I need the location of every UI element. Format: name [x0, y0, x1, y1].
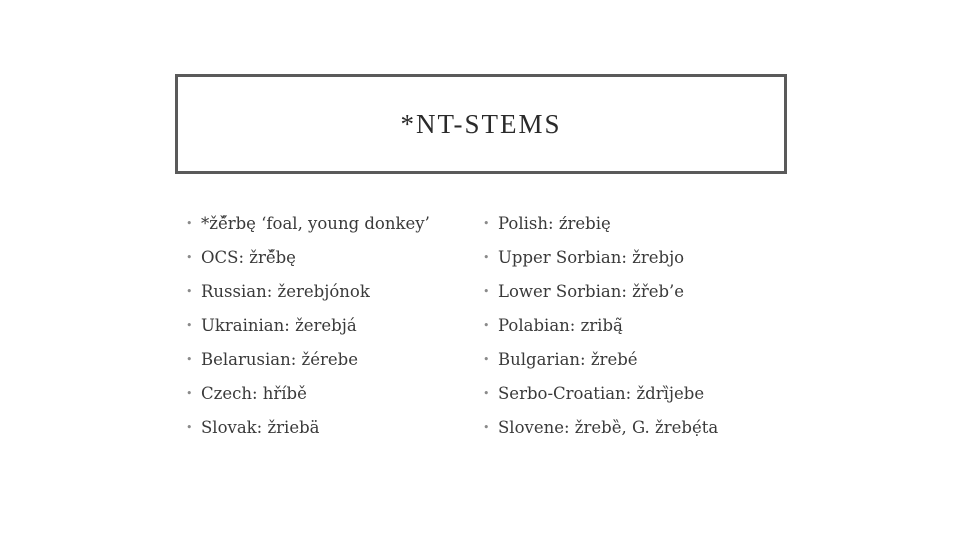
bullet-icon: •: [483, 217, 490, 230]
list-item: [483, 241, 803, 275]
bullet-icon: •: [186, 217, 193, 230]
bullet-icon: •: [186, 387, 193, 400]
item-text: Belarusian: žérebe: [201, 350, 358, 369]
bullet-icon: •: [186, 353, 193, 366]
left-bullet-list: [186, 207, 466, 445]
list-item: [483, 309, 803, 343]
list-item: [186, 241, 466, 275]
item-text: Upper Sorbian: žrebjo: [498, 248, 685, 267]
list-item: [186, 207, 466, 241]
list-item: [186, 275, 466, 309]
right-bullet-list: [483, 207, 803, 445]
slide-title: *NT-STEMS: [400, 108, 562, 139]
item-text: OCS: žrě̋bę: [201, 248, 296, 267]
bullet-icon: •: [186, 285, 193, 298]
list-item: [186, 309, 466, 343]
item-text: Polish: źrebię: [498, 214, 611, 233]
list-item: [186, 377, 466, 411]
list-item: [483, 207, 803, 241]
title-box: [175, 74, 787, 174]
bullet-icon: •: [483, 387, 490, 400]
item-text: Czech: hříbě: [201, 384, 307, 403]
bullet-icon: •: [186, 319, 193, 332]
item-text: Lower Sorbian: žřeb’e: [498, 282, 685, 301]
item-text: *žě̋rbę ‘foal, young donkey’: [201, 214, 430, 233]
item-text: Serbo-Croatian: ždrȉjebe: [498, 384, 705, 403]
bullet-icon: •: [483, 285, 490, 298]
item-text: Bulgarian: žrebé: [498, 350, 638, 369]
list-item: [483, 275, 803, 309]
item-text: Ukrainian: žerebjá: [201, 316, 357, 335]
list-item: [483, 377, 803, 411]
bullet-icon: •: [483, 251, 490, 264]
bullet-icon: •: [186, 251, 193, 264]
item-text: Polabian: zribą̃: [498, 316, 623, 335]
item-text: Russian: žerebjónok: [201, 282, 370, 301]
list-item: [186, 343, 466, 377]
list-item: [483, 343, 803, 377]
bullet-icon: •: [483, 421, 490, 434]
bullet-icon: •: [483, 353, 490, 366]
bullet-icon: •: [186, 421, 193, 434]
item-text: Slovak: žriebä: [201, 418, 320, 437]
item-text: Slovene: žrebȅ, G. žrebẹ́ta: [498, 418, 719, 437]
list-item: [186, 411, 466, 445]
bullet-icon: •: [483, 319, 490, 332]
list-item: [483, 411, 803, 445]
